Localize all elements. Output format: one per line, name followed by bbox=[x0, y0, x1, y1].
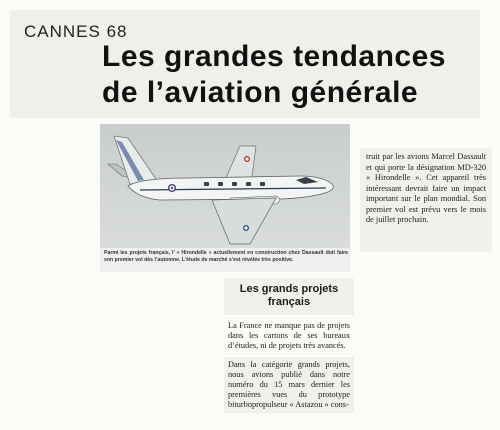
article-header bbox=[10, 10, 480, 118]
photo-caption: Parmi les projets français, l’ « Hirondelle » actuellement en construction chez Dassault doit faire son premier vol dès l’automne. L’étude de marché s’est révélée très positive. bbox=[104, 250, 348, 263]
section-kicker: CANNES 68 bbox=[24, 22, 128, 41]
section-block bbox=[224, 278, 354, 414]
article-title-line-1: Les grandes tendances bbox=[102, 40, 446, 73]
paragraph-2: Dans la catégorie grands projets, nous avions publié dans notre numéro du 15 mars dernier les premières vues du prototype biturbopropulseur « Astazou » cons- bbox=[224, 357, 354, 413]
section-subhead: Les grands projets français bbox=[224, 278, 354, 315]
paragraph-1: La France ne manque pas de projets dans les cartons de ses bureaux d’études, ni de projets très avancés. bbox=[228, 321, 350, 350]
photo-block bbox=[100, 124, 350, 272]
right-column-text: truit par les avions Marcel Dassault et qui porte la désignation MD-320 « Hirondelle ». Cet appareil très intéressant devrait faire un impact important sur le plan mondial. Son premier vol est prévu vers le mois de juillet prochain. bbox=[366, 152, 486, 224]
right-column bbox=[360, 148, 492, 252]
aircraft-photo bbox=[100, 124, 350, 248]
aircraft-illustration bbox=[100, 124, 350, 248]
article-title-line-2: de l’aviation générale bbox=[102, 76, 419, 109]
